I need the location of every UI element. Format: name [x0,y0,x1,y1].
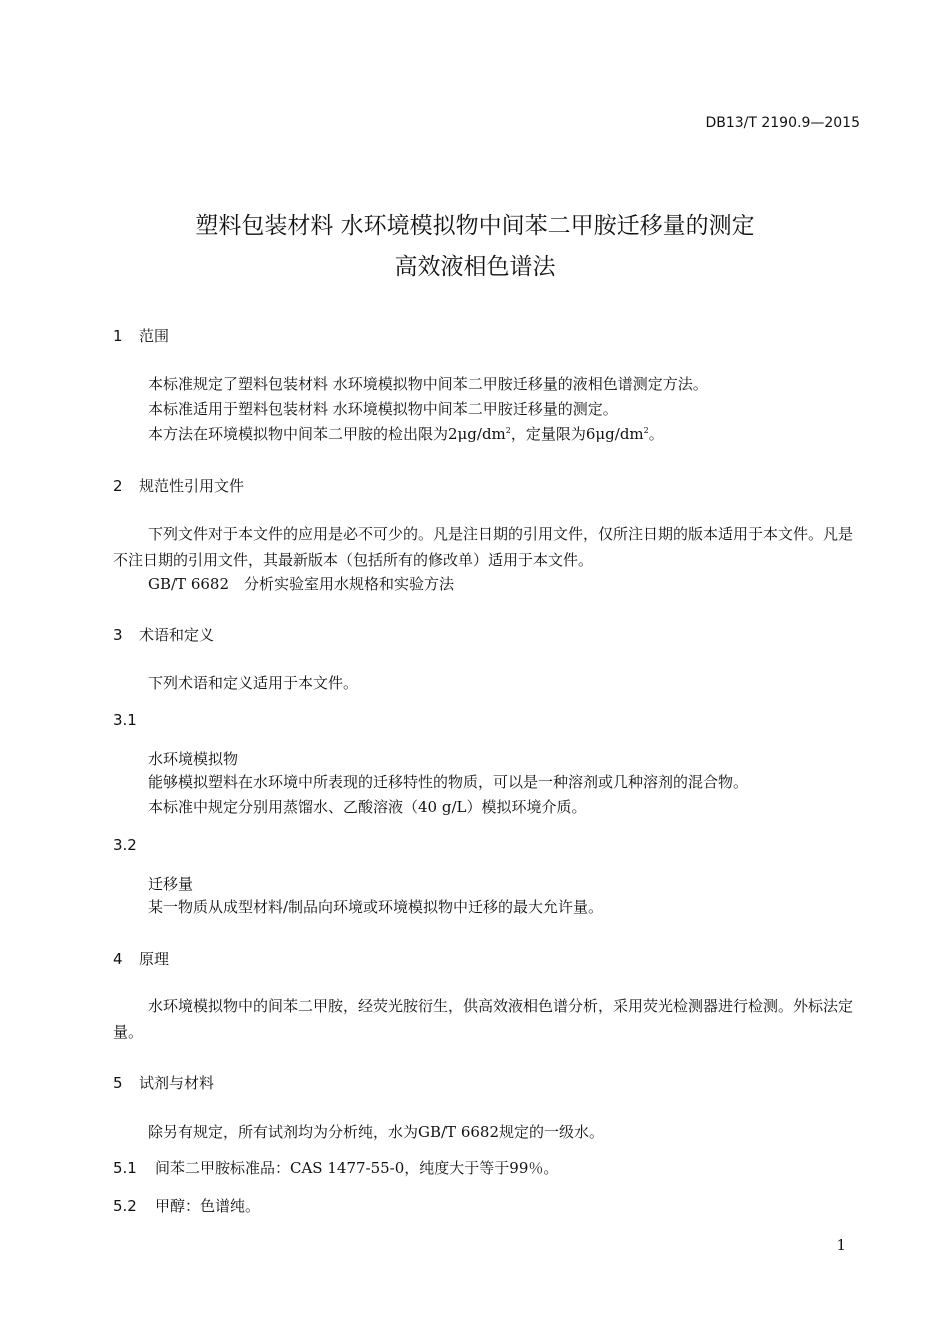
list-item [113,1157,558,1179]
subsection-number: 3.2 [113,836,137,854]
section-number: 5 [113,1074,123,1092]
paragraph: 下列文件对于本文件的应用是必不可少的。凡是注日期的引用文件，仅所注日期的版本适用于本文件。凡是不注日期的引用文件，其最新版本（包括所有的修改单）适用于本文件。 [113,525,854,569]
subsection-number: 3.1 [113,711,137,729]
term-title: 水环境模拟物 [148,750,239,768]
paragraph: 本标准适用于塑料包装材料 水环境模拟物中间苯二甲胺迁移量的测定。 [148,400,618,418]
item-number: 5.2 [113,1197,137,1215]
section-number: 3 [113,626,123,644]
section-title: 规范性引用文件 [139,477,245,495]
text-part: 本方法在环境模拟物中间苯二甲胺的检出限为2μg/dm [148,425,506,443]
section-title: 原理 [139,950,170,968]
section-number: 4 [113,950,123,968]
page-number: 1 [836,1236,846,1254]
term-note: 本标准中规定分别用蒸馏水、乙酸溶液（40 g/L）模拟环境介质。 [148,798,587,816]
section-number: 2 [113,477,123,495]
item-text: 间苯二甲胺标准品：CAS 1477-55-0，纯度大于等于99％。 [155,1159,559,1177]
section-number: 1 [113,327,123,345]
item-number: 5.1 [113,1159,137,1177]
term-title: 迁移量 [148,875,194,893]
paragraph: 下列术语和定义适用于本文件。 [148,674,359,692]
term-definition: 某一物质从成型材料/制品向环境或环境模拟物中迁移的最大允许量。 [148,898,604,916]
paragraph-detection-limit [148,423,664,445]
paragraph: 水环境模拟物中的间苯二甲胺，经荧光胺衍生，供高效液相色谱分析，采用荧光检测器进行检测。外标法定量。 [113,997,854,1041]
term-definition: 能够模拟塑料在水环境中所表现的迁移特性的物质，可以是一种溶剂或几种溶剂的混合物。 [148,773,749,791]
paragraph: 除另有规定，所有试剂均为分析纯，水为GB/T 6682规定的一级水。 [148,1123,605,1141]
section-heading-terms [113,624,214,645]
text-part: 。 [648,425,664,443]
section-title: 范围 [139,327,170,345]
reference-item: GB/T 6682 分析实验室用水规格和实验方法 [148,575,455,593]
superscript: 2 [643,426,649,435]
document-title-line2: 高效液相色谱法 [394,254,556,280]
section-heading-principle [113,948,169,969]
text-part: ，定量限为6μg/dm [510,425,644,443]
standard-code: DB13/T 2190.9—2015 [705,115,860,131]
list-item [113,1195,260,1217]
document-title-line1: 塑料包装材料 水环境模拟物中间苯二甲胺迁移量的测定 [195,213,755,239]
section-title: 术语和定义 [139,626,215,644]
section-heading-scope [113,325,169,346]
superscript: 2 [505,426,511,435]
section-heading-normative-references [113,475,244,496]
paragraph: 本标准规定了塑料包装材料 水环境模拟物中间苯二甲胺迁移量的液相色谱测定方法。 [148,375,708,393]
item-text: 甲醇：色谱纯。 [155,1197,261,1215]
section-heading-reagents [113,1072,214,1093]
section-title: 试剂与材料 [139,1074,215,1092]
